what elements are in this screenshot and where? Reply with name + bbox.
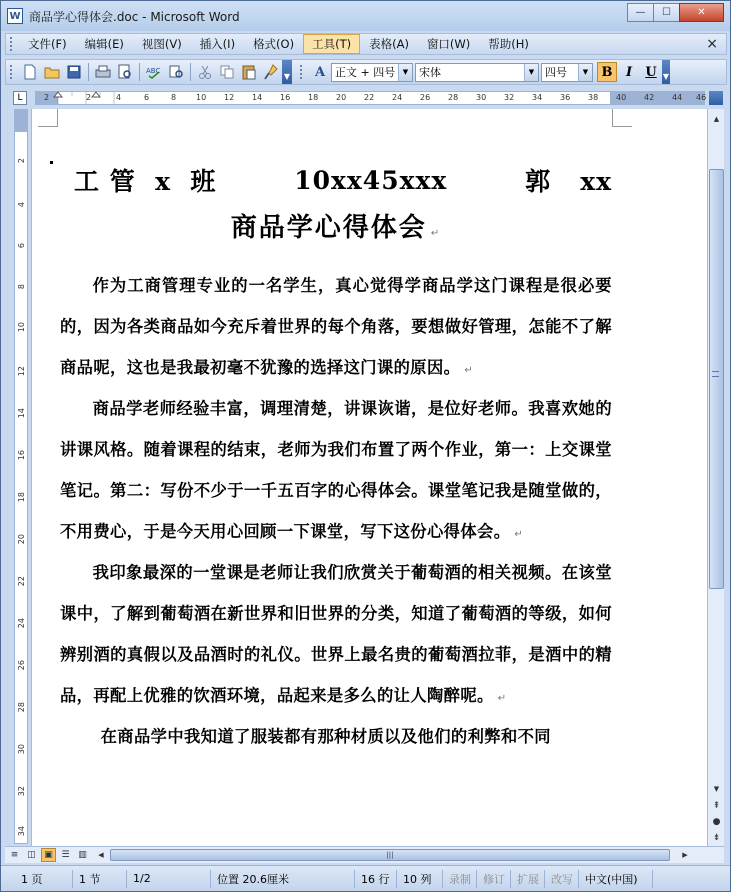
- menu-insert[interactable]: 插入(I): [199, 37, 236, 51]
- paragraph[interactable]: [60, 716, 612, 757]
- ruler-number: 28: [448, 93, 459, 102]
- header-name: 郭 xx: [525, 167, 612, 196]
- ruler-number: 18: [308, 93, 319, 102]
- ruler-number: 2: [86, 93, 92, 102]
- minimize-button[interactable]: —: [627, 3, 654, 22]
- status-overtype-toggle[interactable]: 改写: [545, 870, 579, 888]
- word-app-icon[interactable]: W: [7, 8, 23, 24]
- ruler-number: 32: [17, 786, 26, 797]
- ruler-view-button[interactable]: [709, 91, 723, 105]
- margin-corner-mark: [612, 109, 632, 127]
- ruler-number: 20: [17, 534, 26, 545]
- vertical-ruler[interactable]: [14, 109, 28, 844]
- paragraph[interactable]: [60, 552, 612, 716]
- select-browse-object-icon[interactable]: ●: [712, 816, 721, 827]
- ruler-number: 8: [17, 284, 26, 290]
- ruler-number: 6: [144, 93, 150, 102]
- ruler-number: 30: [476, 93, 487, 102]
- ruler-number: 14: [252, 93, 263, 102]
- italic-button[interactable]: I: [625, 64, 633, 80]
- ruler-number: 2: [44, 93, 50, 102]
- window-title: 商品学心得体会.doc - Microsoft Word: [29, 9, 240, 24]
- outline-view-icon[interactable]: ☰: [61, 850, 70, 860]
- ruler-number: 32: [504, 93, 515, 102]
- ruler-number: 18: [17, 492, 26, 503]
- toolbar-grip-handle[interactable]: [300, 65, 303, 79]
- paragraph-mark: ↵: [497, 693, 507, 704]
- font-size-select[interactable]: [541, 63, 593, 82]
- ruler-number: 46: [696, 93, 707, 102]
- print-icon[interactable]: [93, 62, 113, 82]
- menu-file[interactable]: 文件(F): [28, 37, 67, 51]
- margin-corner-mark: [38, 109, 58, 127]
- save-icon[interactable]: [64, 62, 84, 82]
- paragraph-text: 商品学老师经验丰富，调理清楚，讲课诙谐，是位好老师。我喜欢她的讲课风格。随着课程的结束，老师为我们布置了两个作业，第一：上交课堂笔记。第二：写份不少于一千五百字的心得体会。课堂笔记我是随堂做的，不用费心，于是今天用心回顾一下课堂，写下这份心得体会。: [60, 399, 612, 541]
- document-header-line: [60, 159, 612, 201]
- toolbar-options-chevron-icon[interactable]: ▼: [662, 60, 670, 84]
- ruler-number: 26: [17, 660, 26, 671]
- format-toolbar-group: [296, 60, 670, 84]
- ruler-number: 10: [196, 93, 207, 102]
- status-language[interactable]: 中文(中国): [579, 870, 653, 888]
- paragraph-mark: ↵: [464, 365, 474, 376]
- research-icon[interactable]: [166, 62, 186, 82]
- ruler-number: 10: [17, 322, 26, 333]
- document-canvas[interactable]: [31, 109, 707, 846]
- chevron-down-icon[interactable]: ▼: [398, 64, 412, 81]
- ruler-top-margin: [15, 110, 27, 132]
- font-select-value: 宋体: [419, 66, 441, 79]
- ruler-number: 44: [672, 93, 683, 102]
- cut-icon[interactable]: [195, 62, 215, 82]
- scroll-left-icon[interactable]: ◀: [98, 851, 104, 859]
- menu-view[interactable]: 视图(V): [141, 37, 182, 51]
- scroll-up-icon[interactable]: ▲: [713, 114, 720, 123]
- font-size-select-value: 四号: [545, 66, 567, 79]
- header-student-id: 10xx45xxx: [294, 165, 448, 195]
- toolbar-separator: [139, 63, 140, 81]
- document-title-text: 商品学心得体会: [230, 213, 427, 243]
- ruler-number: 4: [116, 93, 122, 102]
- menu-window[interactable]: 窗口(W): [426, 37, 471, 51]
- paragraph-mark: ↵: [430, 228, 442, 239]
- ruler-number: 38: [588, 93, 599, 102]
- next-page-icon[interactable]: ⇟: [712, 832, 721, 843]
- paragraph[interactable]: [60, 265, 612, 388]
- maximize-button[interactable]: ☐: [653, 3, 680, 22]
- scroll-right-icon[interactable]: ▶: [682, 851, 688, 859]
- ruler-number: 16: [17, 450, 26, 461]
- format-painter-icon[interactable]: [261, 62, 281, 82]
- status-position: 位置 20.6厘米: [211, 870, 355, 888]
- status-bar: [1, 865, 730, 891]
- open-folder-icon[interactable]: [42, 62, 62, 82]
- styles-formatting-icon[interactable]: [310, 62, 330, 82]
- paste-icon[interactable]: [239, 62, 259, 82]
- ruler-number: 28: [17, 702, 26, 713]
- new-document-icon[interactable]: [20, 62, 40, 82]
- scroll-grip-icon: [712, 371, 719, 377]
- vertical-scroll-thumb[interactable]: [709, 169, 724, 589]
- print-layout-icon[interactable]: ▣: [41, 848, 56, 862]
- title-bar: [1, 1, 730, 31]
- paragraph-text: 作为工商管理专业的一名学生，真心觉得学商品学这门课程是很必要的，因为各类商品如今充斥着世界的每个角落，要想做好管理，怎能不了解商品呢，这也是我最初毫不犹豫的选择这门课的原因。: [60, 276, 612, 377]
- paragraph[interactable]: [60, 388, 612, 552]
- ruler-number: 12: [17, 366, 26, 377]
- window-controls: [628, 3, 724, 22]
- style-select[interactable]: [331, 63, 413, 82]
- ruler-number: 34: [532, 93, 543, 102]
- status-column: 10 列: [397, 870, 443, 888]
- toolbar-options-chevron-icon[interactable]: ▼: [282, 60, 292, 84]
- paragraph-text: 在商品学中我知道了服装都有那种材质以及他们的利弊和不同: [100, 727, 551, 746]
- paragraph-text: 我印象最深的一堂课是老师让我们欣赏关于葡萄酒的相关视频。在该堂课中，了解到葡萄酒在新世界和旧世界的分类，知道了葡萄酒的等级，如何辨别酒的真假以及品酒时的礼仪。世界上最名贵的葡萄酒拉菲，是酒中的精品，再配上优雅的饮酒环境，品起来是多么的让人陶醉呢。: [60, 563, 612, 705]
- document-page[interactable]: [60, 159, 612, 757]
- close-document-icon[interactable]: ×: [706, 36, 718, 52]
- menu-help[interactable]: 帮助(H): [488, 37, 529, 51]
- ruler-number: 42: [644, 93, 655, 102]
- menu-tools[interactable]: 工具(T): [303, 34, 360, 54]
- ruler-number: 12: [224, 93, 235, 102]
- ruler-number: 2: [17, 158, 26, 164]
- anchor-marker: [50, 161, 53, 164]
- ruler-number: 24: [392, 93, 403, 102]
- menu-grip-handle[interactable]: [10, 37, 13, 51]
- chevron-down-icon[interactable]: ▼: [578, 64, 592, 81]
- status-page: 1 页: [1, 870, 73, 888]
- svg-text:ABC: ABC: [146, 67, 161, 75]
- ruler-number: 26: [420, 93, 431, 102]
- status-page-of: 1/2: [127, 870, 211, 888]
- standard-toolbar: [6, 60, 292, 84]
- horizontal-scroll-thumb[interactable]: |||: [110, 849, 670, 861]
- menu-edit[interactable]: 编辑(E): [84, 37, 124, 51]
- toolbar-separator: [88, 63, 89, 81]
- horizontal-ruler-row: [5, 89, 727, 107]
- ruler-number: 40: [616, 93, 627, 102]
- status-track-changes-toggle[interactable]: 修订: [477, 870, 511, 888]
- status-extend-toggle[interactable]: 扩展: [511, 870, 545, 888]
- reading-layout-icon[interactable]: ▥: [78, 850, 87, 860]
- document-title: [60, 207, 612, 253]
- tab-selector[interactable]: L: [13, 91, 27, 105]
- horizontal-scrollbar-row: [5, 846, 724, 863]
- ruler-number: 14: [17, 408, 26, 419]
- copy-icon[interactable]: [217, 62, 237, 82]
- horizontal-scroll-track[interactable]: [108, 848, 674, 862]
- toolbar-separator: [190, 63, 191, 81]
- formatting-toolbar: [5, 59, 727, 85]
- spelling-grammar-icon[interactable]: [144, 62, 164, 82]
- ruler-number: 16: [280, 93, 291, 102]
- toolbar-grip-handle[interactable]: [10, 65, 13, 79]
- ruler-number: 36: [560, 93, 571, 102]
- menu-format[interactable]: 格式(O): [253, 37, 295, 51]
- menu-table[interactable]: 表格(A): [369, 37, 409, 51]
- horizontal-ruler[interactable]: [35, 91, 705, 105]
- ruler-number: 8: [171, 93, 177, 102]
- vertical-scrollbar[interactable]: [707, 109, 724, 846]
- status-line: 16 行: [355, 870, 397, 888]
- ruler-number: 20: [336, 93, 347, 102]
- ruler-number: 30: [17, 744, 26, 755]
- normal-view-icon[interactable]: ≡: [10, 850, 19, 860]
- ruler-number: 24: [17, 618, 26, 629]
- styles-formatting-label: A: [314, 64, 326, 80]
- status-section: 1 节: [73, 870, 127, 888]
- ruler-number: 6: [17, 243, 26, 249]
- font-select[interactable]: [415, 63, 539, 82]
- print-preview-icon[interactable]: [115, 62, 135, 82]
- chevron-down-icon[interactable]: ▼: [524, 64, 538, 81]
- header-class: 工 管 x 班: [74, 167, 217, 196]
- ruler-number: 22: [364, 93, 375, 102]
- ruler-number: 4: [17, 202, 26, 208]
- menu-bar: [5, 33, 727, 55]
- bold-button[interactable]: B: [597, 62, 617, 82]
- style-select-value: 正文 + 四号: [335, 66, 396, 79]
- status-record-toggle[interactable]: 录制: [443, 870, 477, 888]
- previous-page-icon[interactable]: ⇞: [712, 800, 721, 811]
- ruler-number: 34: [17, 826, 26, 837]
- ruler-number: 22: [17, 576, 26, 587]
- paragraph-mark: ↵: [514, 529, 524, 540]
- underline-button[interactable]: U: [645, 64, 657, 80]
- web-layout-icon[interactable]: ◫: [27, 850, 36, 860]
- scroll-down-icon[interactable]: ▼: [713, 784, 720, 793]
- close-button[interactable]: ✕: [679, 3, 724, 22]
